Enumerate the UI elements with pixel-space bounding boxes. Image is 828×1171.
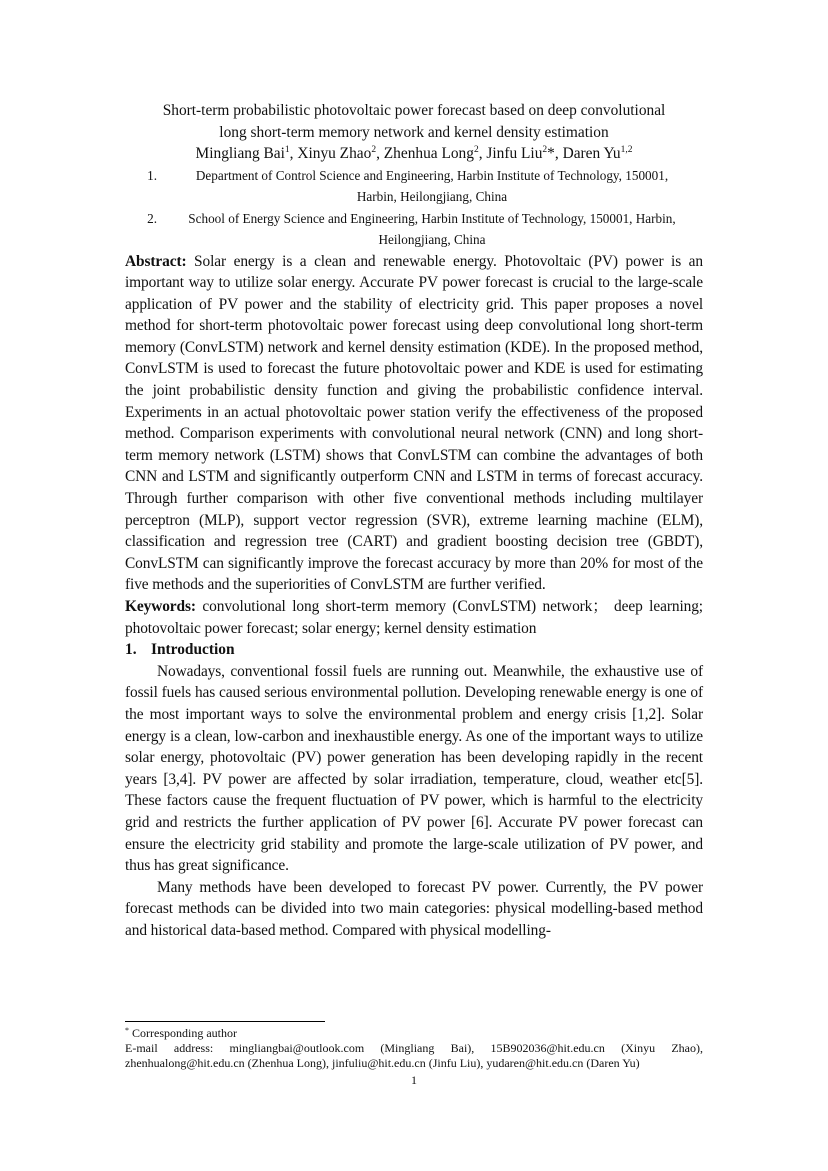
author-name: Mingliang Bai xyxy=(195,145,285,162)
affiliation-text xyxy=(161,165,703,208)
body-paragraph: Many methods have been developed to forecast PV power. Currently, the PV power forecast methods can be divided into two main categories: physical modelling-based method and historical data-based method. Compared with physical modelling- xyxy=(125,878,703,939)
author-name: Daren Yu xyxy=(562,145,621,162)
author-affiliation-mark: 2 xyxy=(371,145,377,155)
affiliation-text xyxy=(161,208,703,251)
keywords xyxy=(125,596,703,639)
abstract-text: Solar energy is a clean and renewable energy. Photovoltaic (PV) power is an important way to utilize solar energy. Accurate PV power forecast is crucial to the large-scale application of PV power and the stability of electricity grid. This paper proposes a novel method for short-term photovoltaic power forecast using deep convolutional long short-term memory (ConvLSTM) network and kernel density estimation (KDE). In the proposed method, ConvLSTM is used to forecast the future photovoltaic power and KDE is used for estimating the joint probabilistic density function and giving the probabilistic confidence interval. Experiments in an actual photovoltaic power station verify the effectiveness of the proposed method. Comparison experiments with convolutional neural network (CNN) and long short-term memory network (LSTM) shows that ConvLSTM can combine the advantages of both CNN and LSTM and significantly outperform CNN and LSTM in terms of forecast accuracy. Through further comparison with other five conventional methods including multilayer perceptron (MLP), support vector regression (SVR), extreme learning machine (ELM), classification and regression tree (CART) and gradient boosting decision tree (GBDT), ConvLSTM can significantly improve the forecast accuracy by more than 20% for most of the five methods and the superiorities of ConvLSTM are further verified. xyxy=(125,252,703,594)
affiliation-line: School of Energy Science and Engineering, Harbin Institute of Technology, 150001, Harbin, xyxy=(188,210,676,226)
footnote-email: E-mail address: mingliangbai@outlook.com (Mingliang Bai), 15B902036@hit.edu.cn (Xinyu Zhao), zhenhualong@hit.edu.cn (Zhenhua Long), jinfuliu@hit.edu.cn (Jinfu Liu), yudaren@hit.edu.cn (Daren Yu) xyxy=(125,1041,703,1070)
author-affiliation-mark: 1 xyxy=(284,145,290,155)
author-affiliation-mark: 1,2 xyxy=(620,145,633,155)
section-heading-introduction xyxy=(125,639,703,661)
affiliation-line: Department of Control Science and Engineering, Harbin Institute of Technology, 150001, xyxy=(195,167,669,183)
author-name: Zhenhua Long xyxy=(383,145,474,162)
author-list: Mingliang Bai$^1$, Xinyu Zhao$^2$, Zhenhua Long$^2$, Jinfu Liu$^2$*, Daren Yu$^{1,2}$ xyxy=(195,145,633,162)
author-name: Xinyu Zhao xyxy=(297,145,372,162)
keywords-label: Keywords: xyxy=(125,598,196,615)
corresponding-mark: * xyxy=(547,145,555,162)
body-paragraph: Nowadays, conventional fossil fuels are running out. Meanwhile, the exhaustive use of fossil fuels has caused serious environmental pollution. Developing renewable energy is one of the most important ways to solve the environmental problem and energy crisis [1,2]. Solar energy is a clean, low-carbon and inexhaustible energy. As one of the important ways to utilize solar energy, photovoltaic (PV) power generation has been developing rapidly in the recent years [3,4]. PV power are affected by solar irradiation, temperature, cloud, weather etc[5]. These factors cause the frequent fluctuation of PV power, which is harmful to the electricity grid and restricts the further application of PV power [6]. Accurate PV power forecast can ensure the electricity grid stability and promote the large-scale utilization of PV power, and thus has great significance. xyxy=(125,662,703,875)
section-number: 1. xyxy=(125,641,137,659)
affiliation-1 xyxy=(125,165,703,208)
paper-title-line-1: Short-term probabilistic photovoltaic power forecast based on deep convolutional xyxy=(162,102,666,119)
author-name: Jinfu Liu xyxy=(486,145,543,162)
affiliation-line: Harbin, Heilongjiang, China xyxy=(356,189,508,204)
footnote-corresponding xyxy=(125,1026,703,1041)
page-number: 1 xyxy=(411,1073,417,1087)
footnote-corresponding-text: Corresponding author xyxy=(132,1026,237,1040)
affiliation-2 xyxy=(125,208,703,251)
footnotes xyxy=(125,1026,703,1071)
keywords-text: convolutional long short-term memory (ConvLSTM) network； deep learning; photovoltaic power forecast; solar energy; kernel density estimation xyxy=(125,598,703,637)
paper-page xyxy=(125,100,703,942)
author-affiliation-mark: 2 xyxy=(473,145,479,155)
abstract xyxy=(125,251,703,597)
footnote-mark: * xyxy=(125,1026,129,1035)
affiliation-number: 2. xyxy=(147,210,157,226)
affiliation-line: Heilongjiang, China xyxy=(378,232,486,247)
footnote-divider xyxy=(125,1021,325,1022)
paper-title-line-2: long short-term memory network and kernel density estimation xyxy=(219,123,609,141)
abstract-label: Abstract: xyxy=(125,252,187,270)
section-title: Introduction xyxy=(151,641,235,659)
affiliation-number: 1. xyxy=(147,167,157,183)
author-affiliation-mark: 2 xyxy=(542,145,548,155)
